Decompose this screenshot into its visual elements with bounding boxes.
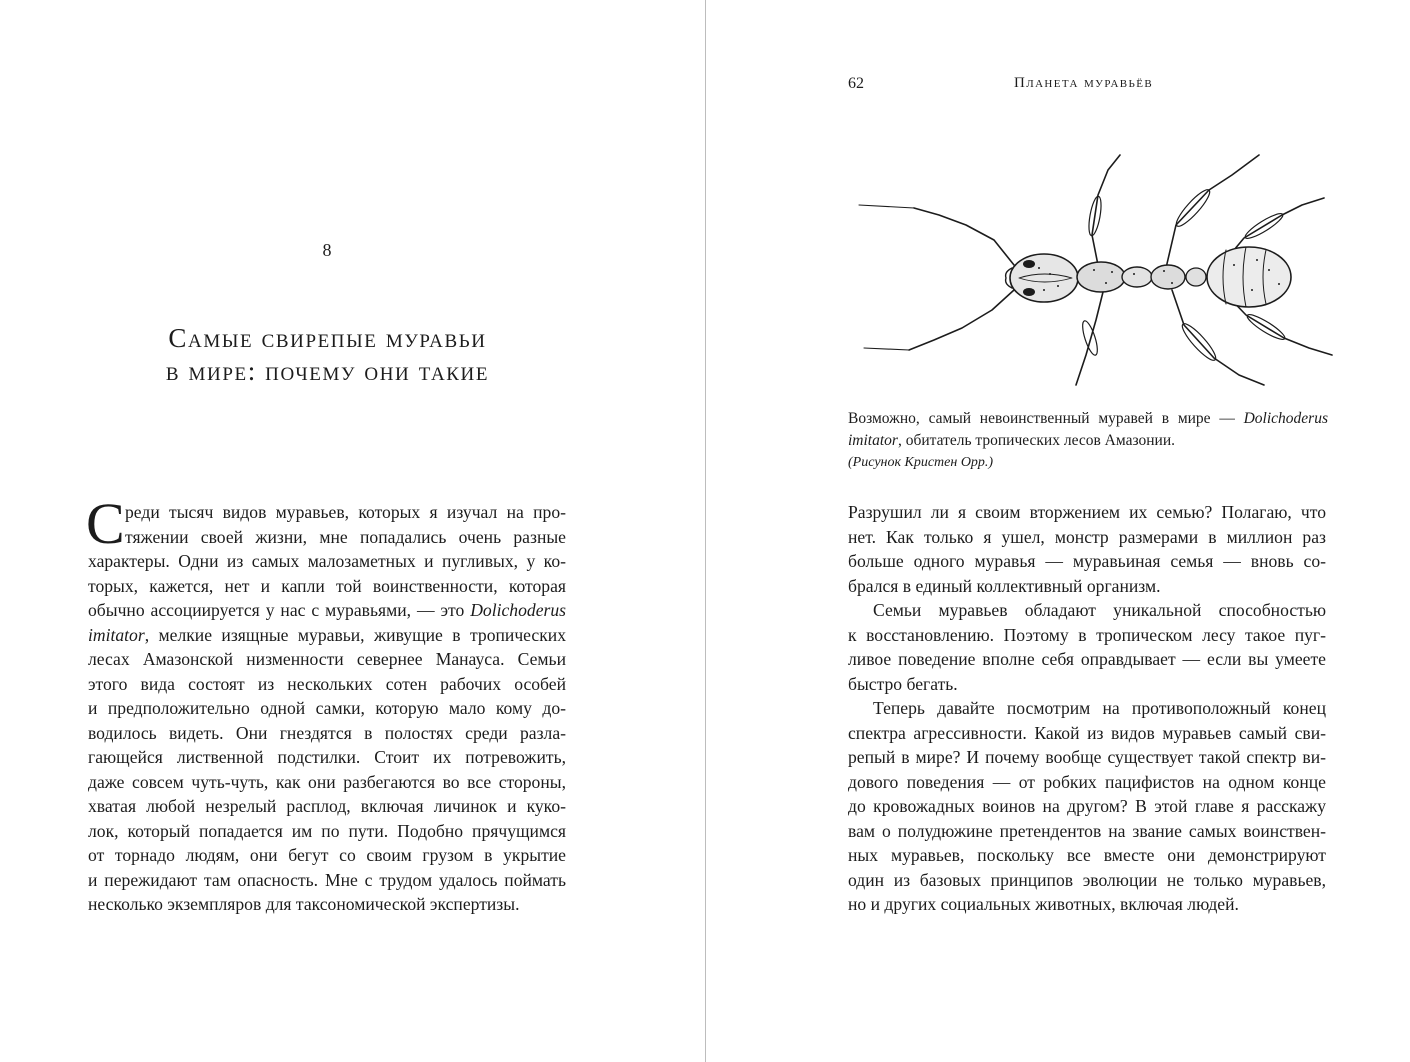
species-name: imitator (848, 432, 898, 449)
text-line: хватая любой незрелый расплод, включая личинок и куко- (88, 796, 566, 816)
text-line: нет. Как только я ушел, монстр размерами в миллион раз (848, 526, 1326, 547)
text-line (88, 598, 566, 623)
text-line: от торнадо людям, они бегут со своим грузом в укрытие (88, 845, 566, 865)
text-line: несколько экземпляров для таксономической экспертизы. (88, 894, 520, 914)
species-name: Dolichoderus (1243, 410, 1328, 427)
text-line: к восстановлению. Поэтому в тропическом лесу такое пуг- (848, 624, 1326, 645)
text-line: спектра агрессивности. Какой из видов муравьев самый сви- (848, 722, 1326, 743)
text-line: реди тысяч видов муравьев, которых я изучал на про- (125, 502, 566, 522)
text-line: Семьи муравьев обладают уникальной способностью (873, 600, 1326, 620)
text-line: до кровожадных воинов на другом? В этой главе я расскажу (848, 796, 1326, 816)
text-line: дового поведения — от робких пацифистов на одном конце (848, 771, 1326, 792)
species-name: Dolichoderus (470, 600, 566, 620)
text-line: ных муравьев, поскольку все вместе они демонстрируют (848, 845, 1326, 865)
text-line: больше одного муравья — муравьиная семья — вновь со- (848, 551, 1326, 571)
chapter-number: 8 (322, 240, 333, 260)
drop-cap: С (86, 491, 125, 556)
text-line: Теперь давайте посмотрим на противоположный конец (873, 698, 1326, 718)
text-line: imitator, мелкие изящные муравьи, живущие в тропических (88, 624, 566, 645)
text-line: репый в мире? И почему вообще существует такой спектр ви- (848, 747, 1326, 767)
text-line: вам о полудюжине претендентов на звание самых воинствен- (848, 820, 1326, 841)
right-page (706, 0, 1410, 1062)
text-line: ливое поведение вполне себя оправдывает — если вы умеете (848, 649, 1326, 669)
text-line: Разрушил ли я своим вторжением их семью? Полагаю, что (848, 502, 1326, 522)
chapter-opening-paragraph (88, 500, 566, 917)
text-line: тяжении своей жизни, мне попадались очень разные (125, 526, 566, 547)
text-line: водилось видеть. Они гнездятся в полостях среди разла- (88, 722, 566, 743)
text-line: и предположительно одной самки, которую мало кому до- (88, 698, 566, 718)
text-line: лесах Амазонской низменности севернее Манауса. Семьи (88, 649, 566, 669)
text-line: но и других социальных животных, включая людей. (848, 894, 1239, 914)
text-line: гающейся лиственной подстилки. Стоит их потревожить, (88, 747, 566, 767)
body-paragraphs (848, 500, 1326, 917)
chapter-title-line: Самые свирепые муравьи (168, 323, 487, 353)
text-line: быстро бегать. (848, 673, 958, 694)
text-line: лок, который попадается им по пути. Подобно прячущимся (88, 820, 566, 841)
caption-line: imitator, обитатель тропических лесов Амазонии. (848, 432, 1175, 449)
caption-line: Возможно, самый невоинственный муравей в мире — Dolichoderus (848, 410, 1328, 427)
chapter-title (80, 322, 575, 388)
running-title: Планета муравьёв (1014, 75, 1154, 91)
species-name: imitator (88, 624, 145, 645)
text-line: этого вида состоят из нескольких сотен рабочих особей (88, 673, 566, 694)
caption-credit: (Рисунок Кристен Орр.) (848, 455, 994, 470)
chapter-title-line: в мире: почему они такие (165, 356, 490, 386)
page-number: 62 (848, 75, 864, 92)
text-line: брался в единый коллективный организм. (848, 575, 1161, 596)
text-line: характеры. Одни из самых малозаметных и пугливых, у ко- (88, 551, 566, 571)
text-line: даже совсем чуть-чуть, как они разбегаются во все стороны, (88, 771, 566, 792)
text-line: и пережидают там опасность. Мне с трудом удалось поймать (88, 869, 566, 890)
figure-caption (848, 408, 1328, 474)
ant-illustration-icon (854, 150, 1334, 395)
text-line: один из базовых принципов эволюции не только муравьев, (848, 869, 1326, 890)
text-line: торых, кажется, нет и капли той воинственности, которая (88, 575, 566, 596)
text-run: обычно ассоциируется у нас с муравьями, — это Dolichoderus (88, 600, 566, 620)
